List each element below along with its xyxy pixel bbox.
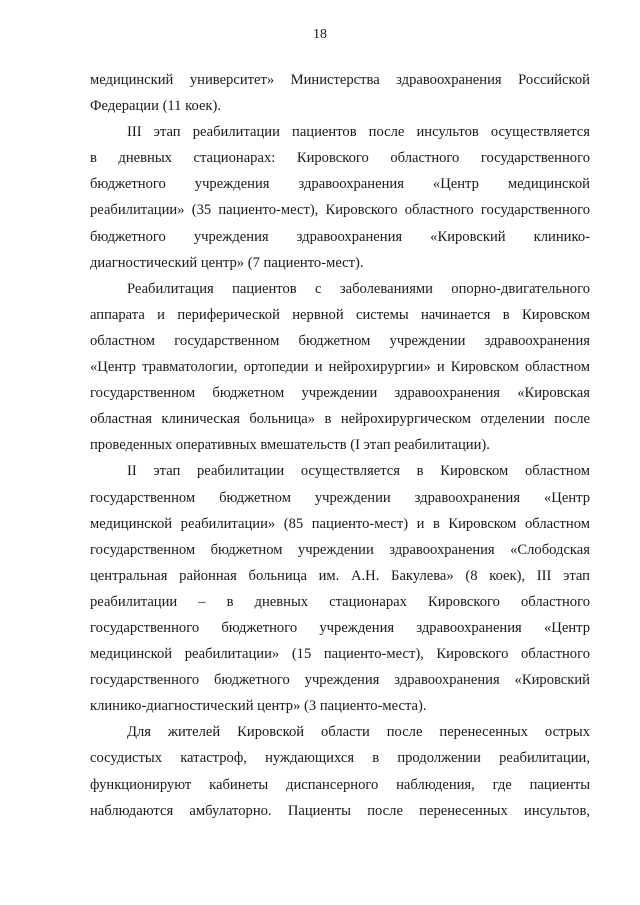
text-line: медицинской реабилитации» (15 пациенто-мест), Кировского областного: [90, 646, 590, 663]
text-line: наблюдаются амбулаторно. Пациенты после перенесенных инсультов,: [90, 802, 590, 819]
text-line: аппарата и периферической нервной системы начинается в Кировском: [90, 306, 590, 323]
text-line: Для жителей Кировской области после перенесенных острых: [127, 724, 590, 741]
text-line: в дневных стационарах: Кировского областного государственного: [90, 150, 590, 167]
paragraph: [90, 276, 590, 459]
text-line: «Центр травматологии, ортопедии и нейрохирургии» и Кировском областном: [90, 359, 590, 376]
page-number: 18: [313, 27, 327, 42]
text-line: III этап реабилитации пациентов после инсультов осуществляется: [127, 124, 590, 141]
text-line: государственном бюджетном учреждении здравоохранения «Слободская: [90, 541, 590, 558]
paragraph: [90, 119, 590, 276]
text-line: государственном бюджетном учреждении здравоохранения «Кировская: [90, 385, 590, 402]
text-line: Реабилитация пациентов с заболеваниями опорно-двигательного: [127, 280, 590, 297]
text-line: проведенных оперативных вмешательств (I этап реабилитации).: [90, 437, 490, 454]
text-line: бюджетного учреждения здравоохранения «Кировский клинико-: [90, 228, 590, 245]
paragraph: [90, 458, 590, 719]
text-line: государственного бюджетного учреждения здравоохранения «Кировский: [90, 672, 590, 689]
text-line: бюджетного учреждения здравоохранения «Центр медицинской: [90, 176, 590, 193]
text-line: областная клиническая больница» в нейрохирургическом отделении после: [90, 411, 590, 428]
text-line: диагностический центр» (7 пациенто-мест).: [90, 254, 364, 271]
text-line: клинико-диагностический центр» (3 пациенто-места).: [90, 698, 427, 715]
text-line: реабилитации» (35 пациенто-мест), Кировского областного государственного: [90, 202, 590, 219]
text-line: медицинский университет» Министерства здравоохранения Российской: [90, 72, 590, 88]
text-line: медицинской реабилитации» (85 пациенто-мест) и в Кировском областном: [90, 515, 590, 532]
text-line: центральная районная больница им. А.Н. Бакулева» (8 коек), III этап: [90, 567, 590, 584]
text-line: государственного бюджетного учреждения здравоохранения «Центр: [90, 619, 590, 636]
paragraph: [90, 67, 590, 119]
text-line: сосудистых катастроф, нуждающихся в продолжении реабилитации,: [90, 750, 590, 767]
text-line: государственном бюджетном учреждении здравоохранения «Центр: [90, 489, 590, 506]
text-line: реабилитации – в дневных стационарах Кировского областного: [90, 593, 590, 610]
body-text: [90, 67, 590, 824]
text-line: областном государственном бюджетном учреждении здравоохранения: [90, 332, 590, 349]
text-line: II этап реабилитации осуществляется в Кировском областном: [127, 463, 590, 480]
text-line: функционируют кабинеты диспансерного наблюдения, где пациенты: [90, 776, 590, 793]
paragraph: [90, 719, 590, 823]
text-line: Федерации (11 коек).: [90, 98, 222, 115]
